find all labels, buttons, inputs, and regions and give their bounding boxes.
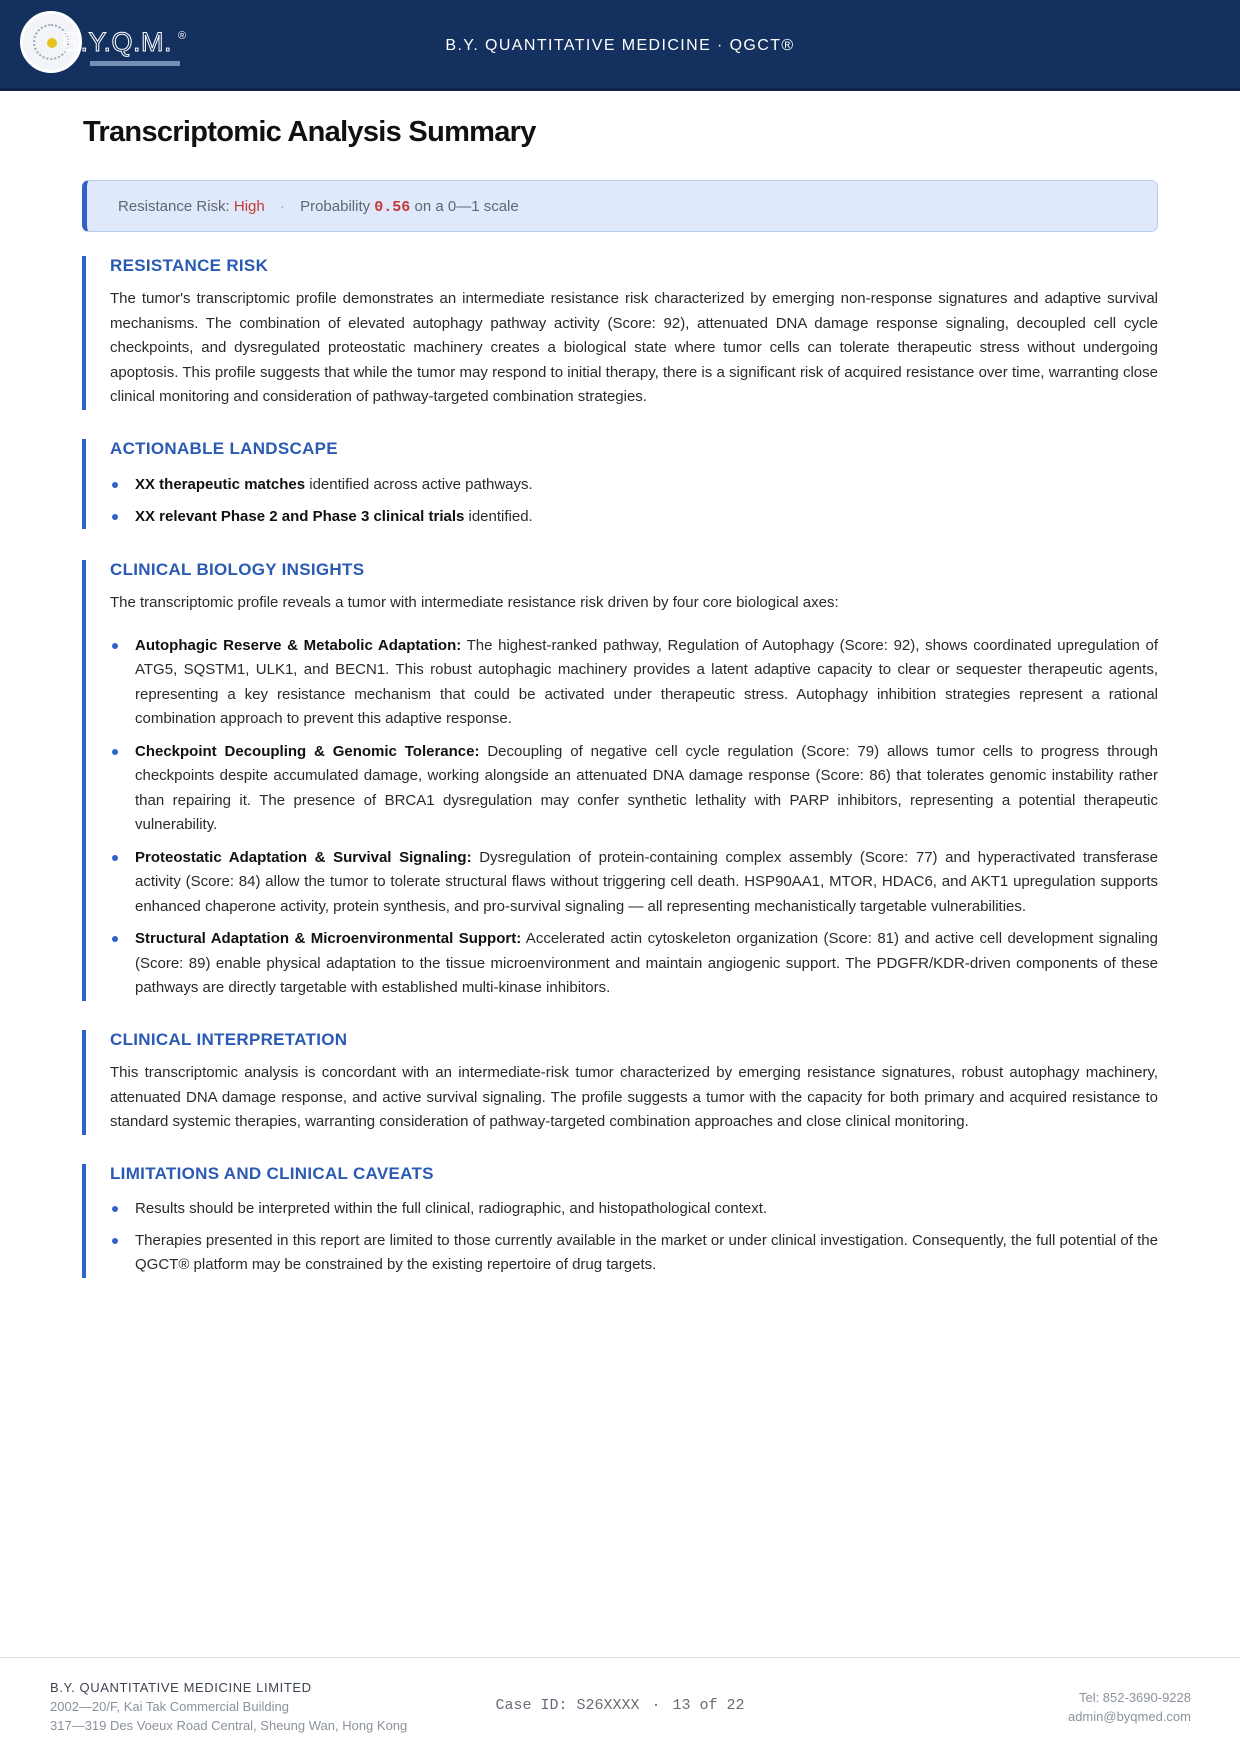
section-heading: CLINICAL INTERPRETATION	[110, 1030, 348, 1049]
risk-summary-box	[82, 180, 1158, 232]
list-item: Therapies presented in this report are limited to those currently available in the market or under clinical investigation. Consequently, the full potential of the QGCT® platform may be constrained by the existing repertoire of drug targets.	[110, 1229, 1158, 1278]
list-item: Results should be interpreted within the full clinical, radiographic, and histopathological context.	[110, 1197, 1158, 1222]
header-title: B.Y. QUANTITATIVE MEDICINE · QGCT®	[445, 37, 795, 54]
footer-email: admin@byqmed.com	[1067, 1709, 1191, 1724]
bullet-icon	[112, 1206, 118, 1212]
limitations-list	[110, 1197, 1158, 1278]
section-resistance-risk	[82, 256, 1158, 410]
section-heading: RESISTANCE RISK	[110, 256, 269, 275]
section-body: The tumor's transcriptomic profile demonstrates an intermediate resistance risk characterized by emerging non-response signatures and adaptive survival mechanisms. The combination of elevated autophagy pathway activity (Score: 92), attenuated DNA damage response signaling, decoupled cell cycle checkpoints, and dysregulated proteostatic machinery creates a biological state where tumor cells can tolerate therapeutic stress without undergoing apoptosis. This profile suggests that while the tumor may respond to initial therapy, there is a significant risk of acquired resistance over time, warranting close clinical monitoring and consideration of pathway-targeted combination strategies.	[110, 290, 1158, 405]
page-indicator: 13 of 22	[672, 1697, 745, 1714]
bullet-icon	[112, 482, 118, 488]
risk-label: Resistance Risk:	[118, 198, 230, 215]
footer-contact-block	[1068, 1688, 1191, 1726]
footer-address-line-1: 2002—20/F, Kai Tak Commercial Building	[50, 1699, 289, 1714]
section-intro: The transcriptomic profile reveals a tumor with intermediate resistance risk driven by four core biological axes:	[110, 594, 839, 611]
biology-list	[110, 634, 1158, 1001]
summary-separator: ·	[279, 198, 285, 215]
probability-scale: on a 0—1 scale	[414, 198, 519, 215]
section-limitations	[82, 1164, 1158, 1278]
footer-address-line-2: 317—319 Des Voeux Road Central, Sheung Wan, Hong Kong	[50, 1718, 408, 1733]
section-heading: CLINICAL BIOLOGY INSIGHTS	[110, 560, 365, 579]
list-item: XX therapeutic matches identified across active pathways.	[110, 473, 1158, 498]
section-heading: LIMITATIONS AND CLINICAL CAVEATS	[110, 1164, 434, 1183]
section-body: This transcriptomic analysis is concordant with an intermediate-risk tumor characterized by emerging resistance signatures, robust autophagy machinery, attenuated DNA damage response, and active survival signaling. The profile suggests a tumor with the capacity for both primary and acquired resistance to standard systemic therapies, warranting consideration of pathway-targeted combination approaches and close clinical monitoring.	[110, 1064, 1158, 1130]
case-id: Case ID: S26XXXX	[495, 1697, 640, 1714]
footer-case-info	[0, 1697, 1240, 1714]
section-clinical-interpretation	[82, 1030, 1158, 1135]
footer-separator: ·	[651, 1697, 661, 1714]
probability-label: Probability	[300, 198, 371, 215]
bullet-icon	[112, 855, 118, 861]
actionable-list	[110, 473, 1158, 529]
section-actionable-landscape	[82, 439, 1158, 529]
footer-divider	[0, 1657, 1240, 1658]
report-header	[0, 0, 1240, 91]
logo-subtitle-bar	[90, 61, 180, 66]
risk-value: High	[233, 198, 265, 215]
list-item: Autophagic Reserve & Metabolic Adaptation: The highest-ranked pathway, Regulation of Autophagy (Score: 92), shows coordinated upregulation of ATG5, SQSTM1, ULK1, and BECN1. This robust autophagic machinery provides a latent adaptive capacity to clear or sequester therapeutic agents, representing a key resistance mechanism that could be activated under therapeutic stress. Autophagy inhibition strategies represent a rational combination approach to prevent this adaptive response.	[110, 634, 1158, 732]
bullet-icon	[112, 514, 118, 520]
page-title: Transcriptomic Analysis Summary	[83, 116, 536, 148]
list-item: Structural Adaptation & Microenvironmental Support: Accelerated actin cytoskeleton organization (Score: 81) and active cell development signaling (Score: 89) enable physical adaptation to the tissue microenvironment and maintain angiogenic support. The PDGFR/KDR-driven components of these pathways are directly targetable with established multi-kinase inhibitors.	[110, 927, 1158, 1001]
section-heading: ACTIONABLE LANDSCAPE	[110, 439, 338, 458]
footer-tel: Tel: 852-3690-9228	[1078, 1690, 1191, 1705]
bullet-icon	[112, 936, 118, 942]
probability-value: 0.56	[374, 199, 411, 216]
section-clinical-biology	[82, 560, 1158, 1001]
bullet-icon	[112, 643, 118, 649]
list-item: Proteostatic Adaptation & Survival Signaling: Dysregulation of protein-containing complex assembly (Score: 77) and hyperactivated transferase activity (Score: 84) allow the tumor to tolerate structural flaws without triggering cell death. HSP90AA1, MTOR, HDAC6, and AKT1 upregulation supports enhanced chaperone activity, protein synthesis, and pro-survival signaling — all representing mechanistically targetable vulnerabilities.	[110, 846, 1158, 920]
bullet-icon	[112, 1238, 118, 1244]
list-item: Checkpoint Decoupling & Genomic Tolerance: Decoupling of negative cell cycle regulation (Score: 79) allows tumor cells to progress through checkpoints despite accumulated damage, working alongside an attenuated DNA damage response (Score: 86) that tolerates genomic instability rather than repairing it. The presence of BRCA1 dysregulation may confer synthetic lethality with PARP inhibitors, representing a potential therapeutic vulnerability.	[110, 740, 1158, 838]
footer-company-name: B.Y. QUANTITATIVE MEDICINE LIMITED	[50, 1680, 312, 1695]
list-item: XX relevant Phase 2 and Phase 3 clinical trials identified.	[110, 505, 1158, 530]
bullet-icon	[112, 749, 118, 755]
logo-text: B.Y.Q.M.	[62, 27, 173, 57]
registered-mark: ®	[178, 30, 187, 42]
